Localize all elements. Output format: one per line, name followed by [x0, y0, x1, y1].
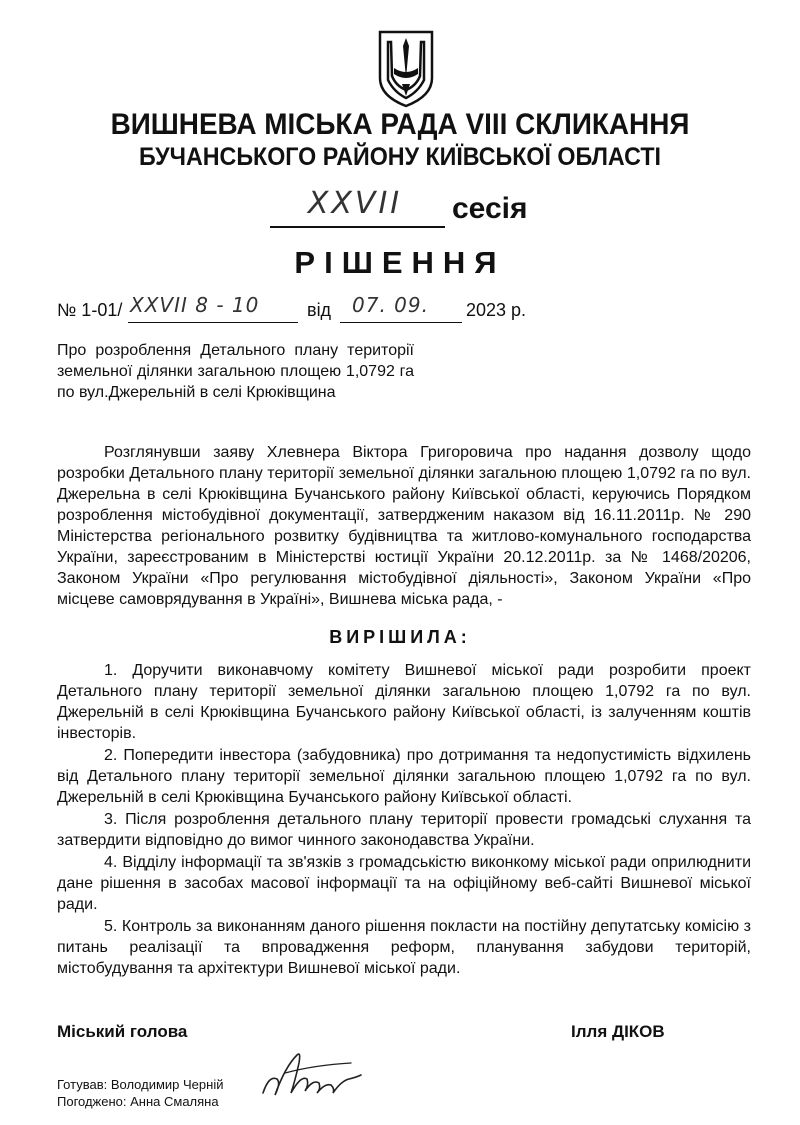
decision-item: 2. Попередити інвестора (забудовника) про дотримання та недопустимість відхилень від Детального плану території земельної ділянки загальною площею 1,0792 га по вул. Джерельній в селі Крюківщина Бучанського району Київської області.	[57, 747, 751, 806]
handwritten-signature	[255, 1045, 365, 1105]
agreed-by: Погоджено: Анна Смаляна	[57, 1094, 219, 1109]
prepared-by: Готував: Володимир Черній	[57, 1077, 224, 1092]
date-handwritten: 07. 09.	[352, 293, 429, 317]
preamble-paragraph: Розглянувши заяву Хлевнера Віктора Григоровича про надання дозволу щодо розробки Детального плану території земельної ділянки загальною площею 1,0792 га по вул. Джерельна в селі Крюківщина Бучанського району Київської області, керуючись Порядком розроблення містобудівної документації, затвердженим наказом від 16.11.2011р. № 290 Міністерства регіонального розвитку будівництва та житлово-комунального господарства України, зареєстрованим в Міністерстві юстиції України 20.12.2011р. за № 1468/20206, Законом України «Про регулювання містобудівної діяльності», Законом України «Про місцеве самоврядування в Україні», Вишнева міська рада, -	[57, 444, 751, 608]
document-type-title: РІШЕННЯ	[294, 245, 506, 280]
document-number-handwritten: XXVII 8 - 10	[130, 293, 260, 317]
decision-subject: Про розроблення Детального плану території земельної ділянки загальною площею 1,0792 га по вул.Джерельній в селі Крюківщина	[57, 342, 414, 401]
date-year: 2023 р.	[466, 300, 527, 320]
date-prefix: від	[307, 300, 332, 320]
decision-item: 1. Доручити виконавчому комітету Вишневої міської ради розробити проект Детального плану території земельної ділянки загальною площею 1,0792 га по вул. Джерельній в селі Крюківщина Бучанського району Київської області, із залученням коштів інвесторів.	[57, 662, 751, 742]
session-label: сесія	[452, 192, 528, 225]
decision-item: 5. Контроль за виконанням даного рішення покласти на постійну депутатську комісію з питань реалізації та впровадження реформ, планування забудови територій, містобудування та архітектури Вишневої міської ради.	[57, 918, 751, 977]
district-title: БУЧАНСЬКОГО РАЙОНУ КИЇВСЬКОЇ ОБЛАСТІ	[139, 143, 661, 171]
decision-item: 3. Після розроблення детального плану території провести громадські слухання та затвердити відповідно до вимог чинного законодавства України.	[57, 811, 751, 849]
mayor-name: Ілля ДІКОВ	[571, 1022, 665, 1041]
mayor-title: Міський голова	[57, 1022, 188, 1041]
council-title: ВИШНЕВА МІСЬКА РАДА VIII СКЛИКАННЯ	[110, 108, 690, 141]
decision-items	[57, 660, 751, 980]
session-number-handwritten: XXVII	[307, 186, 403, 221]
decision-item: 4. Відділу інформації та зв'язків з громадськістю виконкому міської ради оприлюднити дане рішення в засобах масової інформації та на офіційному веб-сайті Вишневої міської ради.	[57, 854, 751, 913]
trident-emblem-icon	[374, 28, 438, 108]
decided-heading: ВИРІШИЛА:	[329, 627, 471, 647]
document-number-prefix: № 1-01/	[57, 300, 123, 320]
